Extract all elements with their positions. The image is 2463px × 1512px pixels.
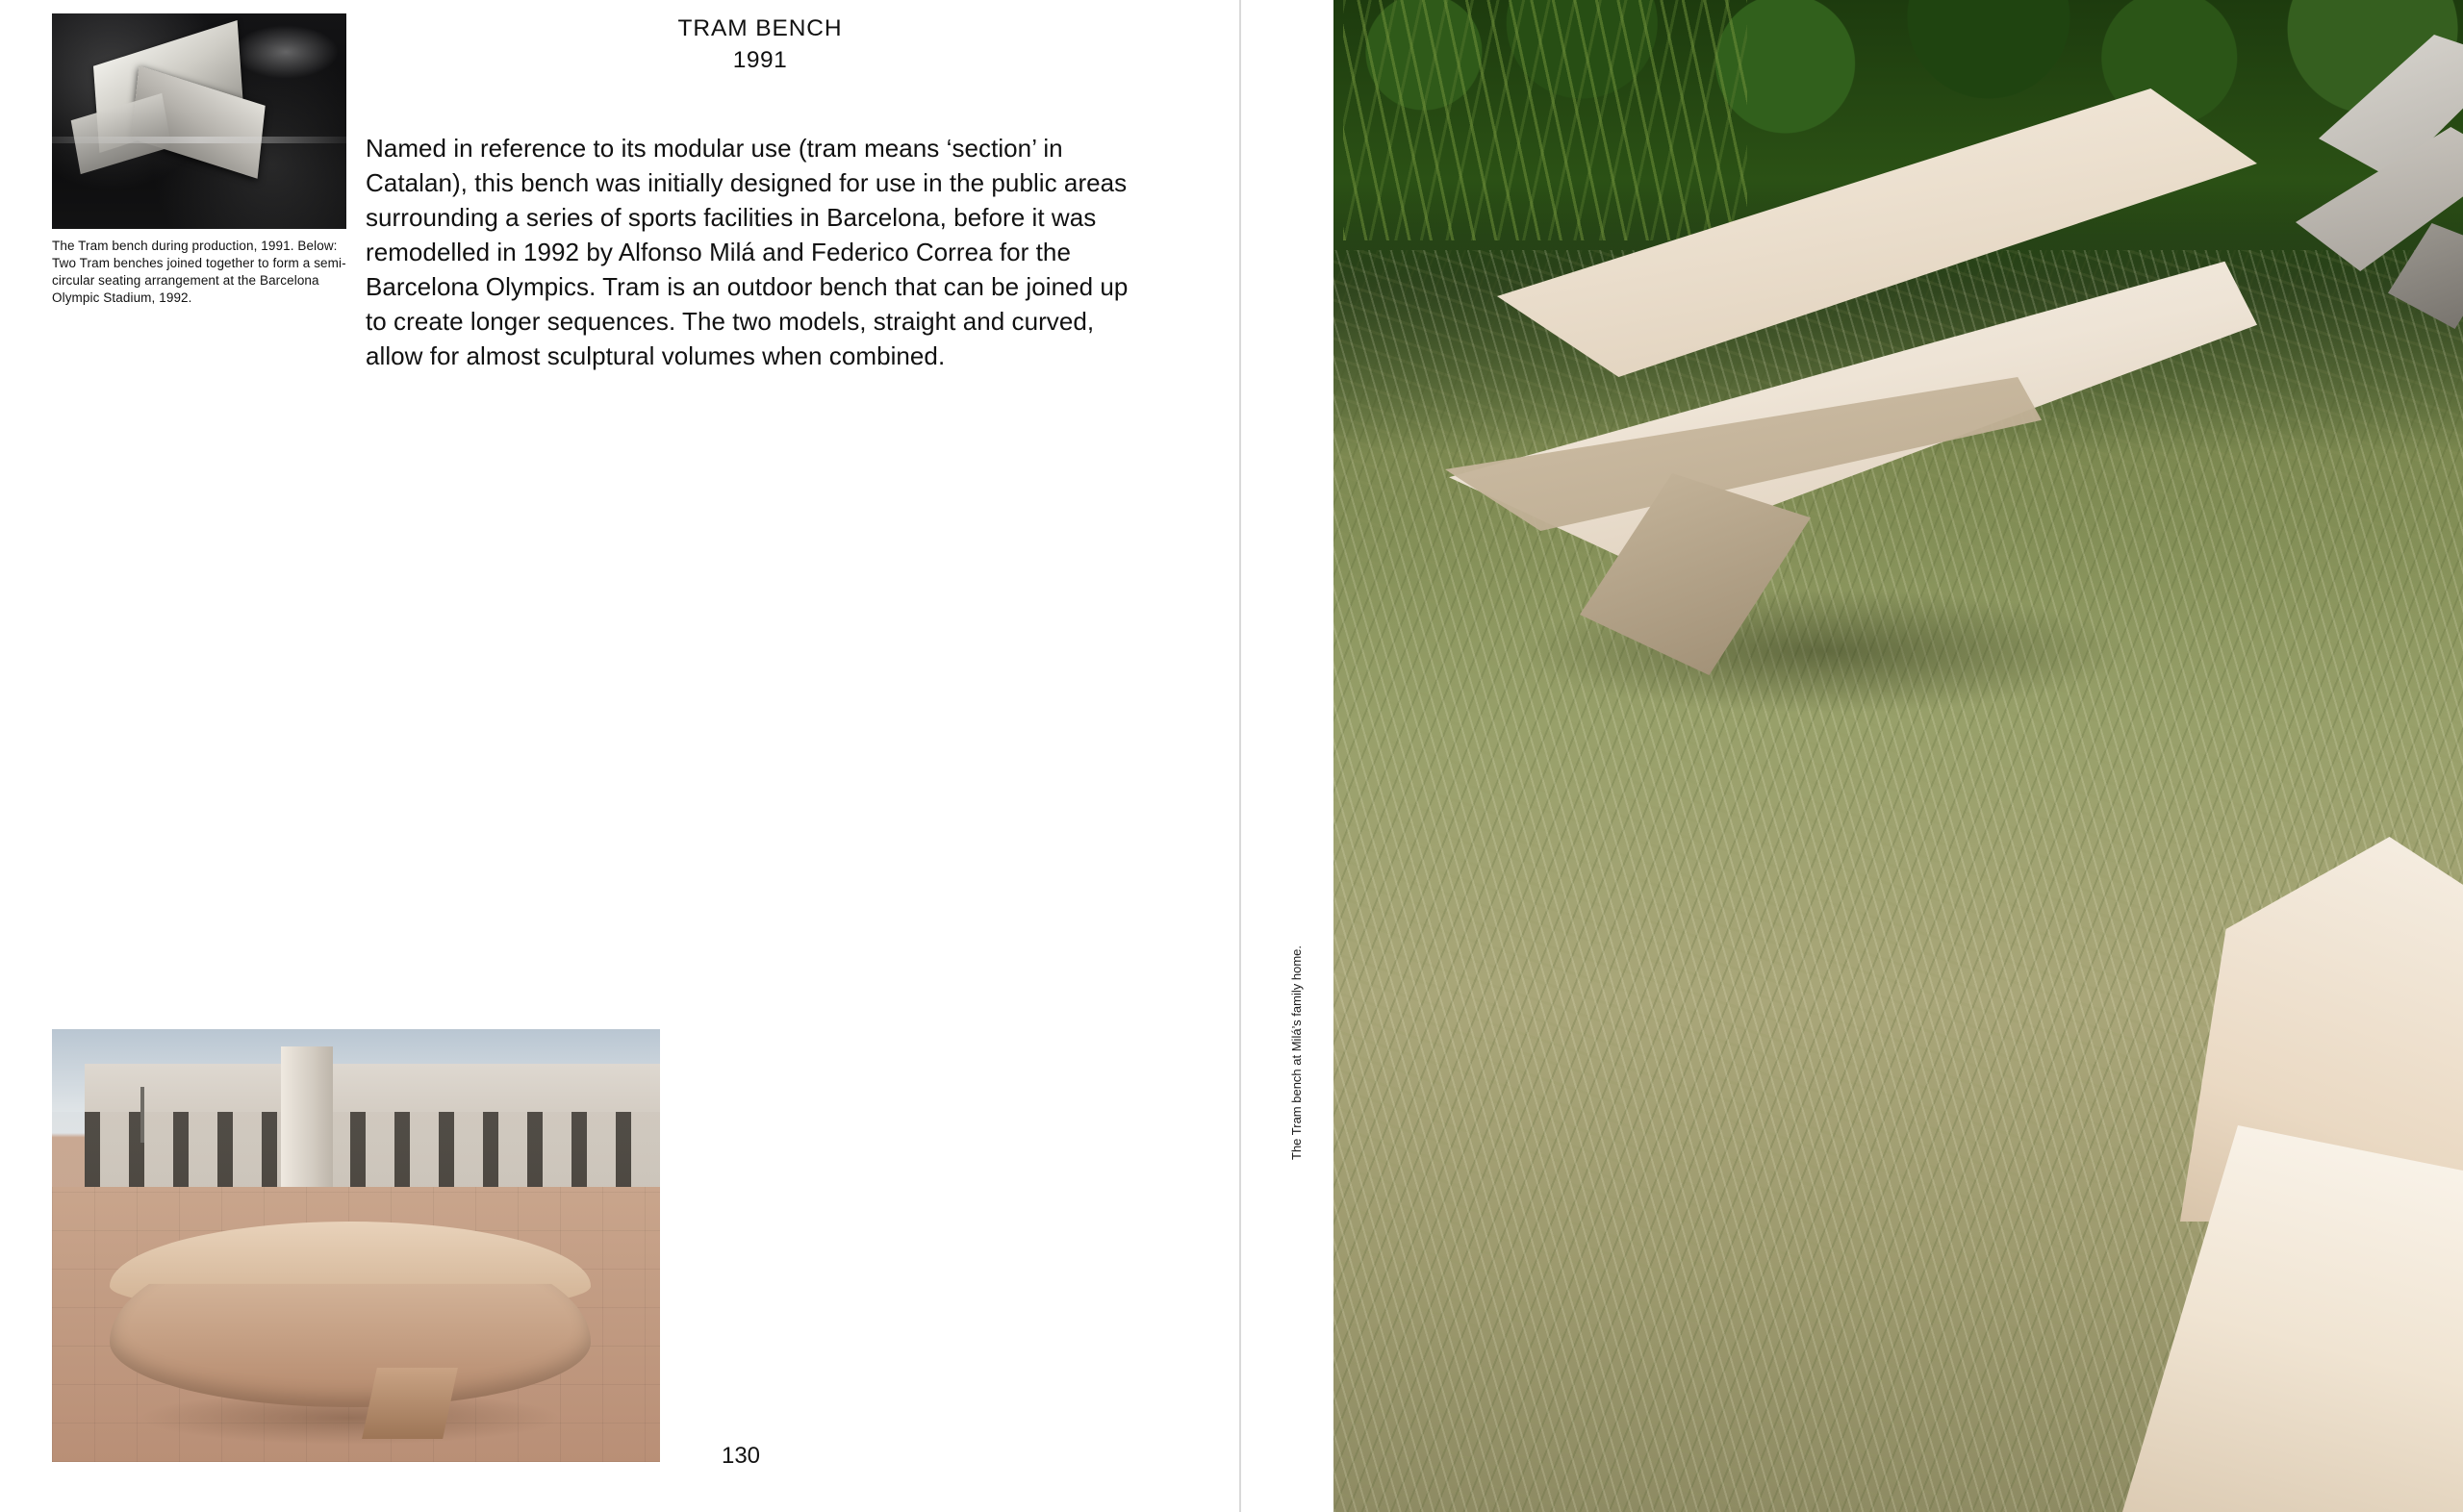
page-number: 130	[721, 1443, 761, 1469]
stadium-colonnade	[85, 1112, 660, 1187]
page-title-year: 1991	[732, 47, 788, 73]
stadium-figure	[52, 1029, 660, 1462]
page-title: TRAM BENCH	[677, 15, 843, 41]
right-page	[1333, 0, 2463, 1512]
light-mast	[140, 1087, 144, 1143]
body-text: Named in reference to its modular use (tram means ‘section’ in Catalan), this bench was initially designed for use in the public areas surrounding a series of sports facilities in Barcelona, before it was remodelled in 1992 by Alfonso Milá and Federico Correa for the Barcelona Olympics. Tram is an outdoor bench that can be joined up to create longer sequences. The two models, straight and curved, allow for almost sculptural volumes when combined.	[366, 134, 1129, 370]
production-rail	[52, 137, 346, 143]
archive-figure	[52, 13, 346, 307]
archive-photo-stadium	[52, 1029, 660, 1462]
archive-photo-production	[52, 13, 346, 229]
photo-highlight	[233, 25, 339, 79]
grey-bench	[2296, 35, 2463, 323]
stadium-pillar	[281, 1046, 333, 1191]
photo-credit-container	[1289, 0, 1330, 1512]
photo-credit: The Tram bench at Milá’s family home.	[1289, 945, 1304, 1160]
archive-photo-caption: The Tram bench during production, 1991. Below: Two Tram benches joined together to form a semi-circular seating arrangement at the Barcelona Olympic Stadium, 1992.	[52, 239, 346, 305]
foreground-bench	[2007, 837, 2463, 1512]
foreground-bench-seat	[2122, 1125, 2463, 1512]
page-title-block	[366, 15, 1155, 74]
curved-bench-leg	[362, 1368, 458, 1439]
main-tram-bench	[1439, 88, 2286, 723]
